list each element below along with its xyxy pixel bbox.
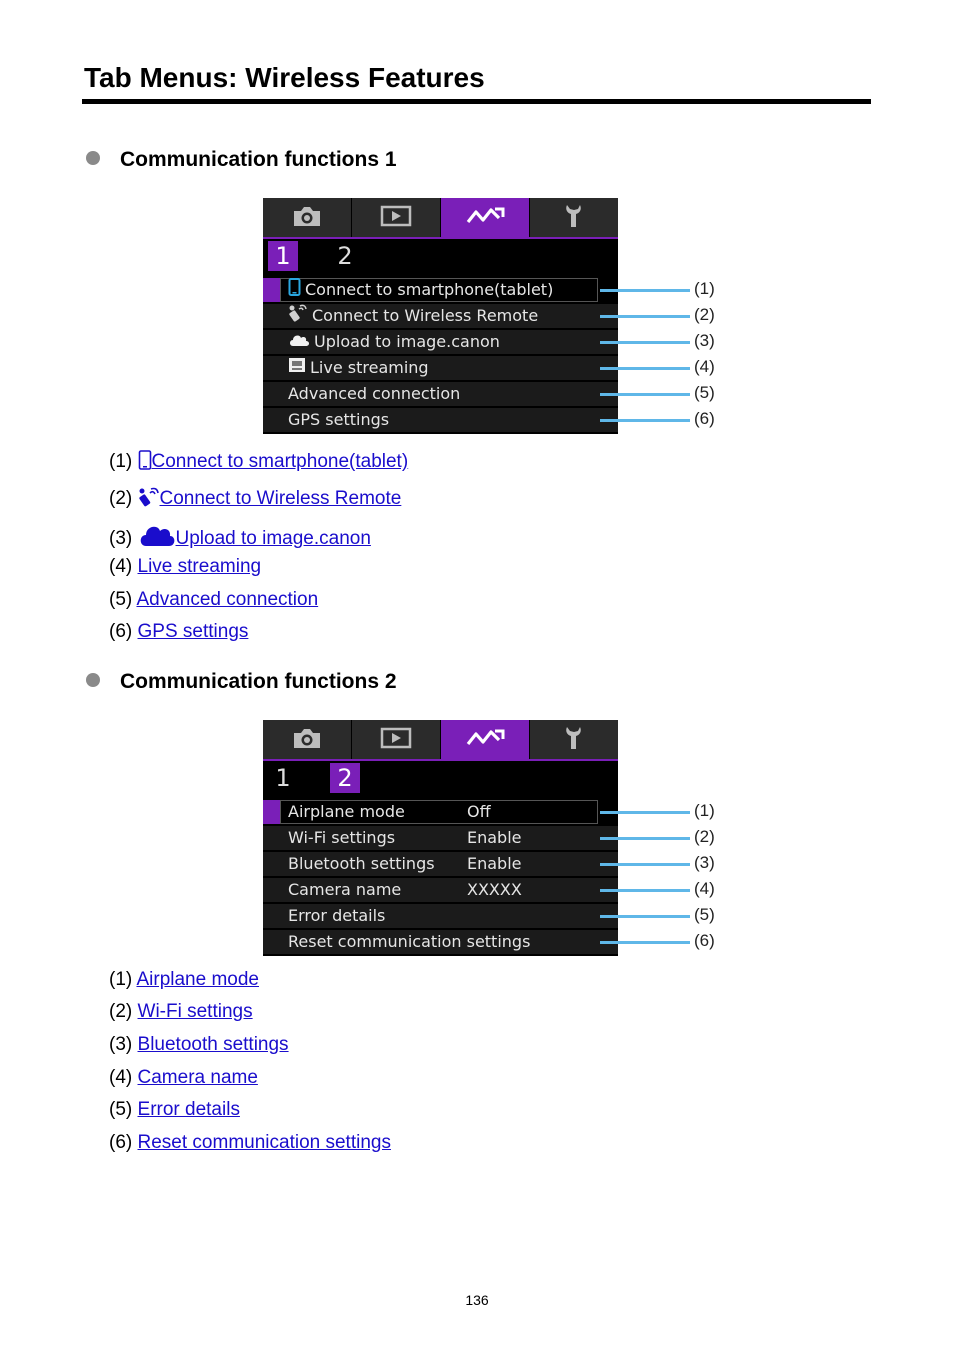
item-link[interactable]: Connect to Wireless Remote <box>159 488 402 509</box>
menu-row-value: Enable <box>467 828 522 847</box>
playback-icon <box>380 726 412 755</box>
playback-icon <box>380 204 412 233</box>
callout-label: (5) <box>694 905 715 924</box>
menu-row-text: Connect to smartphone(tablet) <box>305 280 554 299</box>
menu-rows <box>263 278 618 434</box>
menu-tab-wireless[interactable] <box>441 720 529 760</box>
item-number: (2) <box>109 1001 133 1022</box>
list-item <box>109 556 261 578</box>
item-number: (1) <box>109 969 133 990</box>
menu-tab-camera[interactable] <box>263 720 351 760</box>
menu-tab-wrench[interactable] <box>530 720 618 760</box>
callout-label: (1) <box>694 801 715 820</box>
callout-line <box>600 889 690 892</box>
item-number: (5) <box>109 589 133 610</box>
menu-tab-camera[interactable] <box>263 198 351 238</box>
callout-line <box>600 289 690 292</box>
callout-line <box>600 367 690 370</box>
callout-line <box>600 811 690 814</box>
menu-row-value: Off <box>467 802 491 821</box>
list-item <box>109 1132 391 1154</box>
menu-tab-wireless[interactable] <box>441 198 529 238</box>
wrench-icon <box>563 203 585 234</box>
bullet-icon <box>86 673 100 687</box>
item-link[interactable]: Error details <box>137 1099 240 1120</box>
menu-row[interactable] <box>263 408 618 432</box>
smartphone-icon <box>288 278 301 303</box>
callout-line <box>600 393 690 396</box>
list-item <box>109 1034 289 1056</box>
camera-menu-screen-1 <box>263 198 618 434</box>
menu-row[interactable] <box>263 852 618 876</box>
item-link[interactable]: Reset communication settings <box>137 1132 391 1153</box>
wireless-icon <box>465 727 505 754</box>
list-item <box>109 621 248 643</box>
menu-row[interactable] <box>263 304 618 328</box>
section-heading-2 <box>86 670 397 694</box>
list-item <box>109 450 408 476</box>
menu-row-label <box>288 878 401 902</box>
bullet-icon <box>86 151 100 165</box>
menu-row[interactable] <box>263 382 618 406</box>
menu-row-label <box>288 852 435 876</box>
section-heading-text: Communication functions 1 <box>120 148 397 171</box>
menu-tab-bar <box>263 720 618 760</box>
menu-row-text: Bluetooth settings <box>288 854 435 873</box>
item-link[interactable]: Wi-Fi settings <box>137 1001 253 1022</box>
menu-row[interactable] <box>263 330 618 354</box>
menu-row-text: Airplane mode <box>288 802 405 821</box>
callout-label: (6) <box>694 931 715 950</box>
item-number: (4) <box>109 556 133 577</box>
item-number: (6) <box>109 621 133 642</box>
item-link[interactable]: Advanced connection <box>136 589 319 610</box>
list-item <box>109 523 371 553</box>
menu-row-text: Reset communication settings <box>288 932 531 951</box>
menu-page-1[interactable]: 1 <box>268 241 298 271</box>
camera-icon <box>291 726 323 755</box>
callout-label: (3) <box>694 853 715 872</box>
menu-tab-wrench[interactable] <box>530 198 618 238</box>
wireless-icon <box>465 205 505 232</box>
wireless-remote-icon <box>288 304 308 329</box>
callout-label: (1) <box>694 279 715 298</box>
page-number: 136 <box>465 1292 489 1308</box>
callout-line <box>600 315 690 318</box>
item-number: (3) <box>109 1034 133 1055</box>
menu-row-label <box>288 330 500 354</box>
item-link[interactable]: GPS settings <box>137 621 249 642</box>
callout-label: (3) <box>694 331 715 350</box>
menu-row[interactable] <box>263 878 618 902</box>
menu-row-value: XXXXX <box>467 880 522 899</box>
menu-row-text: Live streaming <box>310 358 429 377</box>
menu-row[interactable] <box>263 356 618 380</box>
callout-line <box>600 341 690 344</box>
menu-page-1[interactable]: 1 <box>275 764 291 792</box>
live-streaming-icon <box>288 356 306 380</box>
camera-icon <box>291 204 323 233</box>
callout-label: (5) <box>694 383 715 402</box>
menu-row-text: Upload to image.canon <box>314 332 500 351</box>
callout-line <box>600 837 690 840</box>
menu-row-label <box>288 408 389 432</box>
menu-row-label <box>288 356 429 380</box>
menu-row-label <box>288 904 385 928</box>
item-link[interactable]: Camera name <box>137 1067 258 1088</box>
section-heading-text: Communication functions 2 <box>120 670 397 693</box>
list-item <box>109 1001 253 1023</box>
menu-row-label <box>288 278 553 302</box>
menu-tab-playback[interactable] <box>352 720 440 760</box>
list-item <box>109 1099 240 1121</box>
callout-label: (2) <box>694 305 715 324</box>
menu-row-label <box>288 382 460 406</box>
menu-row-text: Advanced connection <box>288 384 461 403</box>
menu-row-text: Wi-Fi settings <box>288 828 396 847</box>
menu-row-text: GPS settings <box>288 410 390 429</box>
item-number: (6) <box>109 1132 133 1153</box>
item-number: (2) <box>109 488 133 509</box>
list-item <box>109 589 318 611</box>
callout-label: (6) <box>694 409 715 428</box>
callout-label: (2) <box>694 827 715 846</box>
menu-page-2[interactable]: 2 <box>337 242 353 270</box>
menu-row-text: Error details <box>288 906 386 925</box>
callout-line <box>600 915 690 918</box>
menu-row-text: Camera name <box>288 880 402 899</box>
wrench-icon <box>563 725 585 756</box>
page-title: Tab Menus: Wireless Features <box>84 62 485 93</box>
menu-rows <box>263 800 618 956</box>
menu-row[interactable] <box>263 826 618 850</box>
item-number: (1) <box>109 451 133 472</box>
menu-tab-bar <box>263 198 618 238</box>
section-heading-1 <box>86 148 397 172</box>
item-link[interactable]: Upload to image.canon <box>175 528 371 549</box>
item-number: (3) <box>109 528 133 549</box>
menu-row[interactable] <box>263 930 618 954</box>
menu-page-2[interactable]: 2 <box>330 763 360 793</box>
callout-line <box>600 863 690 866</box>
cloud-icon <box>138 523 176 553</box>
list-item <box>109 487 401 513</box>
camera-menu-screen-2 <box>263 720 618 956</box>
menu-tab-playback[interactable] <box>352 198 440 238</box>
callout-line <box>600 941 690 944</box>
smartphone-icon <box>138 450 152 476</box>
menu-row-label <box>288 800 405 824</box>
item-link[interactable]: Connect to smartphone(tablet) <box>151 451 409 472</box>
title-rule <box>82 99 871 104</box>
menu-row[interactable] <box>263 800 618 824</box>
item-link[interactable]: Bluetooth settings <box>137 1034 289 1055</box>
wireless-remote-icon <box>138 487 160 513</box>
list-item <box>109 969 259 991</box>
item-link[interactable]: Live streaming <box>137 556 262 577</box>
menu-page-bar <box>263 761 618 797</box>
item-number: (4) <box>109 1067 133 1088</box>
menu-page-bar <box>263 239 618 275</box>
menu-row-label <box>288 930 530 954</box>
callout-label: (4) <box>694 357 715 376</box>
list-item <box>109 1067 258 1089</box>
menu-row[interactable] <box>263 278 618 302</box>
callout-label: (4) <box>694 879 715 898</box>
menu-row-label <box>288 304 538 328</box>
cloud-icon <box>288 330 310 354</box>
menu-row-text: Connect to Wireless Remote <box>312 306 539 325</box>
menu-row-label <box>288 826 395 850</box>
item-number: (5) <box>109 1099 133 1120</box>
item-link[interactable]: Airplane mode <box>136 969 259 990</box>
menu-row-value: Enable <box>467 854 522 873</box>
callout-line <box>600 419 690 422</box>
menu-row[interactable] <box>263 904 618 928</box>
